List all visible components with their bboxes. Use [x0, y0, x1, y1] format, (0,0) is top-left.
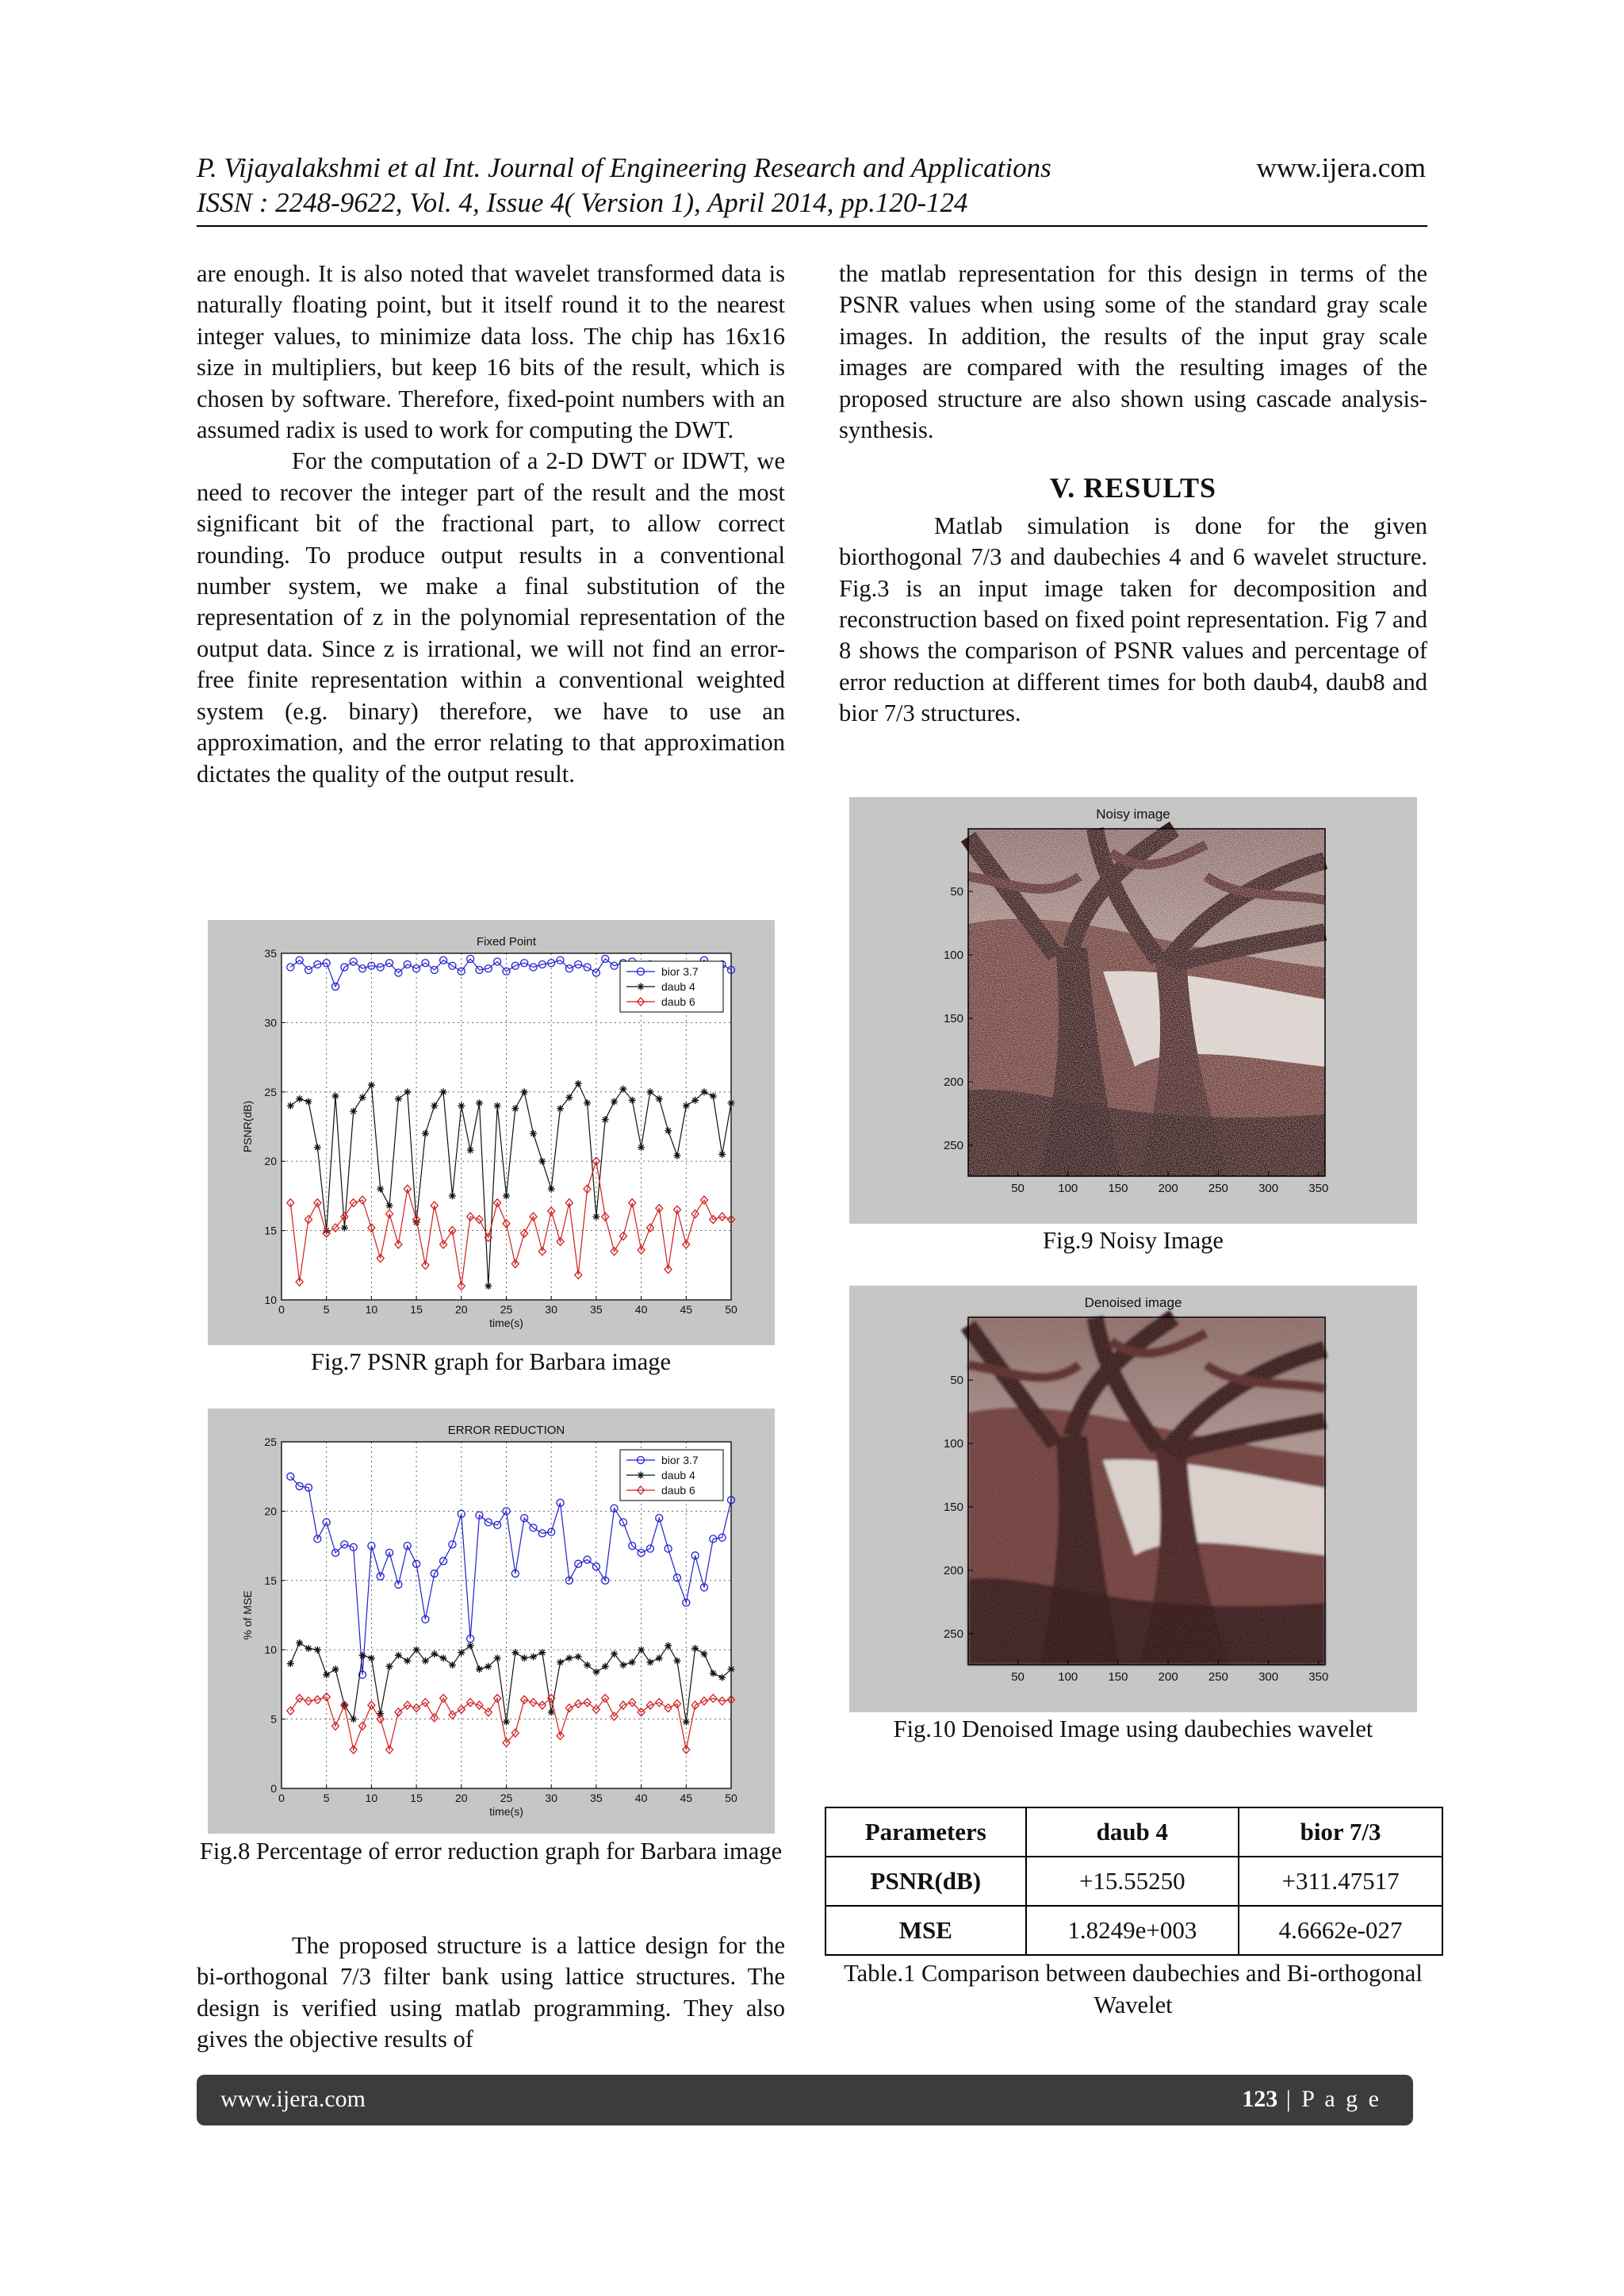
figure-8-panel	[208, 1409, 775, 1834]
x-tick-label: 100	[1058, 1670, 1078, 1684]
x-tick-label: 100	[1058, 1182, 1078, 1195]
denoised-image-plot	[849, 1286, 1417, 1712]
data-point	[467, 1642, 474, 1649]
x-tick-label: 35	[590, 1792, 603, 1804]
x-tick-label: 20	[455, 1303, 468, 1316]
y-tick-label: 150	[943, 1500, 963, 1514]
figure-10-caption: Fig.10 Denoised Image using daubechies wavelet	[893, 1715, 1373, 1742]
x-tick-label: 0	[278, 1303, 285, 1316]
footer-website[interactable]: www.ijera.com	[220, 2086, 366, 2112]
table-header-row	[825, 1807, 1442, 1857]
data-point	[359, 1652, 366, 1659]
x-tick-label: 300	[1258, 1670, 1279, 1684]
x-tick-label: 200	[1158, 1182, 1178, 1195]
data-point	[458, 1649, 465, 1656]
data-point	[611, 1650, 618, 1658]
y-tick-label: 200	[943, 1075, 963, 1089]
data-point	[511, 1649, 519, 1656]
y-tick-label: 15	[264, 1224, 277, 1237]
page-number: 123	[1242, 2086, 1278, 2112]
legend-label: bior 3.7	[661, 965, 699, 978]
x-tick-label: 35	[590, 1303, 603, 1316]
y-tick-label: 15	[264, 1573, 277, 1587]
data-point	[323, 1671, 330, 1678]
data-point	[656, 1654, 663, 1662]
left-paragraph-1: are enough. It is also noted that wavelet transformed data is naturally floating point, but it itself round it to the nearest integer values, to minimize data loss. The chip has 16x16 size in multipliers, but keep 16 bits of the result, which is chosen by software. Therefore, fixed-point numbers with an assumed radix is used to work for computing the DWT.	[197, 260, 785, 444]
x-tick-label: 15	[410, 1303, 423, 1316]
x-tick-label: 0	[278, 1792, 285, 1804]
x-tick-label: 50	[1011, 1670, 1025, 1684]
chart-title: ERROR REDUCTION	[447, 1424, 565, 1437]
x-tick-label: 5	[323, 1303, 330, 1316]
x-tick-label: 50	[725, 1303, 737, 1316]
table-cell: +15.55250	[1026, 1857, 1239, 1906]
x-tick-label: 25	[500, 1792, 513, 1804]
table-cell: MSE	[825, 1906, 1026, 1955]
y-tick-label: 10	[264, 1643, 277, 1657]
x-tick-label: 30	[545, 1792, 557, 1804]
right-column-text	[839, 259, 1427, 730]
x-tick-label: 50	[725, 1792, 737, 1804]
y-tick-label: 150	[943, 1011, 963, 1025]
y-tick-label: 250	[943, 1627, 963, 1641]
data-point	[665, 1642, 672, 1649]
left-column-bottom-text	[197, 1930, 785, 2056]
left-paragraph-3: The proposed structure is a lattice design for the bi-orthogonal 7/3 filter bank using lattice structures. The design is verified using matlab programming. They also gives the objective results of	[197, 1932, 785, 2053]
data-point	[314, 1646, 321, 1654]
data-point	[422, 1658, 429, 1665]
data-point	[530, 1653, 537, 1660]
running-header	[197, 151, 1426, 218]
x-tick-label: 20	[455, 1792, 468, 1804]
noisy-image-picture	[968, 829, 1325, 1176]
figure-7-panel	[208, 920, 775, 1345]
x-tick-label: 50	[1011, 1182, 1025, 1195]
x-tick-label: 350	[1308, 1670, 1329, 1684]
x-tick-label: 350	[1308, 1182, 1329, 1195]
x-tick-label: 30	[545, 1303, 557, 1316]
x-tick-label: 45	[680, 1303, 693, 1316]
data-point	[710, 1669, 717, 1677]
x-tick-label: 200	[1158, 1670, 1178, 1684]
data-point	[503, 1719, 510, 1726]
data-point	[296, 1639, 303, 1646]
figure-10-panel	[849, 1286, 1417, 1712]
table-header-cell: Parameters	[825, 1807, 1026, 1857]
x-tick-label: 45	[680, 1792, 693, 1804]
x-axis-label: time(s)	[489, 1317, 523, 1329]
y-tick-label: 30	[264, 1016, 277, 1029]
x-tick-label: 25	[500, 1303, 513, 1316]
y-tick-label: 50	[950, 1374, 963, 1388]
right-paragraph-1: the matlab representation for this design in terms of the PSNR values when using some of the standard gray scale images. In addition, the results of the input gray scale images are compared with the resulting images of the proposed structure are also shown using cascade analysis-synthesis.	[839, 260, 1427, 444]
y-tick-label: 100	[943, 949, 963, 963]
data-point	[440, 1654, 447, 1662]
psnr-line-chart	[208, 920, 775, 1345]
y-tick-label: 20	[264, 1504, 277, 1518]
data-point	[584, 1662, 591, 1669]
figure-9-caption: Fig.9 Noisy Image	[1043, 1227, 1224, 1254]
legend-label: daub 4	[661, 1469, 695, 1481]
y-tick-label: 25	[264, 1085, 277, 1098]
x-tick-label: 250	[1208, 1670, 1228, 1684]
legend-label: daub 6	[661, 995, 695, 1008]
y-tick-label: 20	[264, 1155, 277, 1168]
table-cell: 1.8249e+003	[1026, 1906, 1239, 1955]
x-tick-label: 150	[1108, 1182, 1128, 1195]
issn-line: ISSN : 2248-9622, Vol. 4, Issue 4( Version 1), April 2014, pp.120-124	[197, 187, 968, 218]
data-point	[592, 1669, 599, 1676]
legend-label: daub 4	[661, 980, 695, 993]
x-tick-label: 40	[634, 1792, 648, 1804]
data-point	[521, 1654, 528, 1662]
y-axis-label: PSNR(dB)	[241, 1100, 254, 1153]
x-tick-label: 250	[1208, 1182, 1228, 1195]
table-cell: PSNR(dB)	[825, 1857, 1026, 1906]
noisy-image-plot	[849, 797, 1417, 1224]
data-point	[638, 1646, 645, 1654]
page-label: | P a g e	[1277, 2086, 1381, 2112]
y-tick-label: 250	[943, 1138, 963, 1152]
x-tick-label: 40	[634, 1303, 648, 1316]
data-point	[602, 1663, 609, 1670]
data-point	[565, 1654, 573, 1662]
x-tick-label: 10	[365, 1303, 378, 1316]
left-paragraph-2: For the computation of a 2-D DWT or IDWT, we need to recover the integer part of the result and the most significant bit of the fractional part, to allow correct rounding. To produce output results in a conventional number system, we make a final substitution of the representation of z in the polynomial representation of the output data. Since z is irrational, we will not find an error-free finite representation within a conventional weighted system (e.g. binary) therefore, we have to use an approximation, and the error relating to that approximation dictates the quality of the output result.	[197, 447, 785, 788]
data-point	[368, 1654, 375, 1662]
denoised-image-title: Denoised image	[1084, 1295, 1182, 1310]
error-reduction-line-chart	[208, 1409, 775, 1834]
figure-9-panel	[849, 797, 1417, 1224]
y-tick-label: 25	[264, 1435, 277, 1448]
y-tick-label: 100	[943, 1437, 963, 1451]
x-tick-label: 150	[1108, 1670, 1128, 1684]
data-point	[619, 1662, 626, 1669]
x-tick-label: 10	[365, 1792, 378, 1804]
journal-citation: P. Vijayalakshmi et al Int. Journal of Engineering Research and Applications	[197, 152, 1051, 183]
header-website[interactable]: www.ijera.com	[1256, 152, 1426, 183]
data-point	[485, 1663, 492, 1670]
page-number-label	[1242, 2086, 1381, 2113]
table-row	[825, 1857, 1442, 1906]
table-1-caption: Table.1 Comparison between daubechies and Bi-orthogonal Wavelet	[844, 1960, 1423, 2018]
table-row	[825, 1906, 1442, 1955]
x-tick-label: 15	[410, 1792, 423, 1804]
figure-8-caption: Fig.8 Percentage of error reduction graph for Barbara image	[199, 1838, 783, 1865]
data-point	[494, 1654, 501, 1662]
table-header-cell: daub 4	[1026, 1807, 1239, 1857]
y-tick-label: 0	[270, 1782, 277, 1795]
data-point	[449, 1662, 456, 1669]
page-footer	[197, 2075, 1413, 2125]
data-point	[386, 1663, 393, 1670]
table-header-cell: bior 7/3	[1239, 1807, 1442, 1857]
table-cell: 4.6662e-027	[1239, 1906, 1442, 1955]
y-tick-label: 50	[950, 885, 963, 899]
y-tick-label: 35	[264, 947, 277, 960]
noisy-image-title: Noisy image	[1096, 807, 1170, 822]
data-point	[538, 1649, 546, 1656]
y-tick-label: 10	[264, 1294, 277, 1306]
data-point	[287, 1660, 294, 1667]
header-rule	[197, 225, 1427, 227]
left-column-text	[197, 259, 785, 790]
data-point	[404, 1658, 411, 1665]
section-heading-results: V. RESULTS	[1049, 472, 1217, 504]
legend-label: bior 3.7	[661, 1454, 699, 1466]
denoised-image-picture	[968, 1317, 1325, 1665]
table-cell: +311.47517	[1239, 1857, 1442, 1906]
comparison-table	[825, 1807, 1443, 1956]
y-tick-label: 5	[270, 1712, 277, 1726]
x-tick-label: 5	[323, 1792, 330, 1804]
y-axis-label: % of MSE	[241, 1590, 254, 1640]
figure-7-caption: Fig.7 PSNR graph for Barbara image	[310, 1348, 672, 1375]
x-axis-label: time(s)	[489, 1805, 523, 1818]
y-tick-label: 200	[943, 1563, 963, 1577]
data-point	[350, 1715, 357, 1723]
right-paragraph-2: Matlab simulation is done for the given biorthogonal 7/3 and daubechies 4 and 6 wavelet structure. Fig.3 is an input image taken for decomposition and reconstruction based on fixed point representation. Fig 7 and 8 shows the comparison of PSNR values and percentage of error reduction at different times for both daub4, daub8 and bior 7/3 structures.	[839, 512, 1427, 727]
x-tick-label: 300	[1258, 1182, 1279, 1195]
data-point	[413, 1646, 420, 1654]
legend-label: daub 6	[661, 1484, 695, 1497]
chart-title: Fixed Point	[476, 935, 537, 949]
